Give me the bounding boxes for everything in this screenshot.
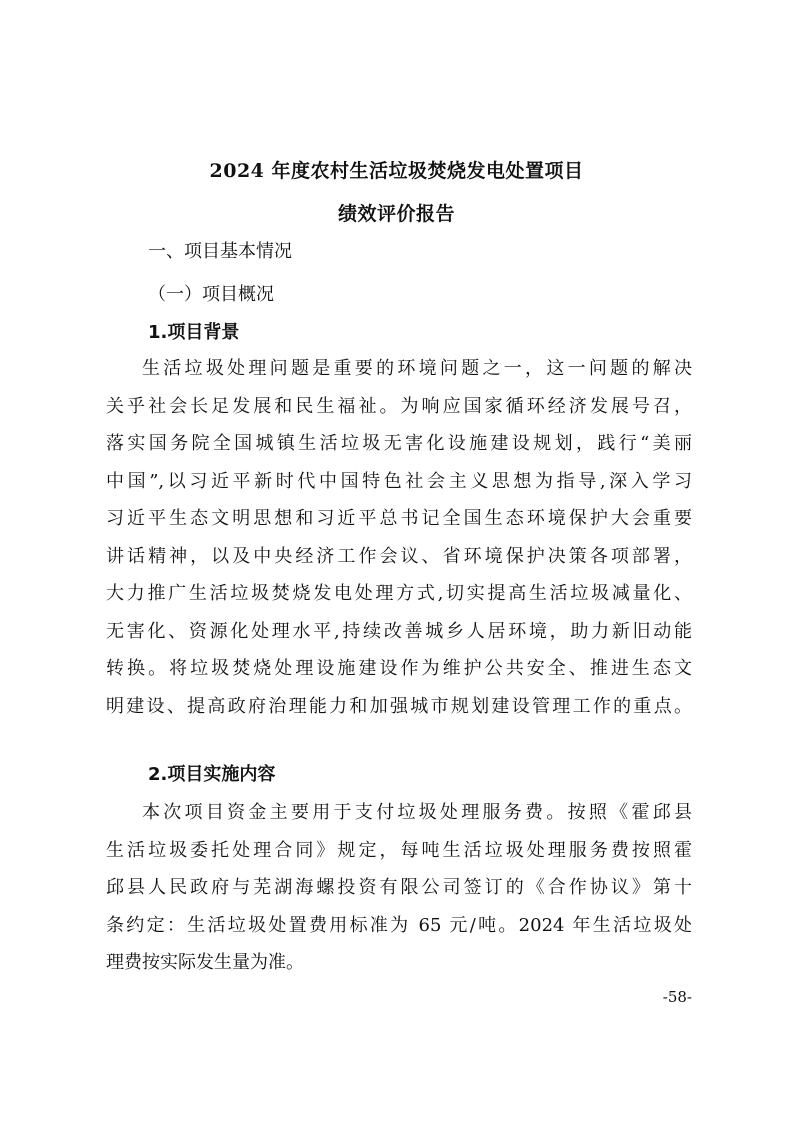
page-number: -58- xyxy=(662,988,692,1006)
paragraph-line: 生活垃圾委托处理合同》规定，每吨生活垃圾处理服务费按照霍 xyxy=(106,839,692,861)
paragraph-line: 邱县人民政府与芜湖海螺投资有限公司签订的《合作协议》第十 xyxy=(106,877,692,898)
paragraph-line: 讲话精神，以及中央经济工作会议、省环境保护决策各项部署， xyxy=(106,545,692,567)
paragraph-line: 无害化、资源化处理水平,持续改善城乡人居环境，助力新旧动能 xyxy=(106,620,692,642)
subsection-heading: （一）项目概况 xyxy=(148,284,274,305)
paragraph-line: 习近平生态文明思想和习近平总书记全国生态环境保护大会重要 xyxy=(106,508,692,529)
background-paragraph xyxy=(106,350,692,725)
paragraph-line: 本次项目资金主要用于支付垃圾处理服务费。按照《霍邱县 xyxy=(142,802,692,823)
report-title-line-2: 绩效评价报告 xyxy=(337,203,455,225)
paragraph-line: 中国”,以习近平新时代中国特色社会主义思想为指导,深入学习 xyxy=(106,470,692,492)
paragraph-line: 关乎社会长足发展和民生福祉。为响应国家循环经济发展号召， xyxy=(106,395,692,417)
paragraph-line: 理费按实际发生量为准。 xyxy=(106,952,304,973)
paragraph-line: 落实国务院全国城镇生活垃圾无害化设施建设规划，践行“美丽 xyxy=(106,433,692,454)
report-title-line-1: 2024 年度农村生活垃圾焚烧发电处置项目 xyxy=(209,160,584,182)
paragraph-line: 转换。将垃圾焚烧处理设施建设作为维护公共安全、推进生态文 xyxy=(106,658,692,679)
section-heading: 一、项目基本情况 xyxy=(148,241,292,262)
paragraph-line: 明建设、提高政府治理能力和加强城市规划建设管理工作的重点。 xyxy=(106,695,692,717)
implementation-paragraph xyxy=(106,794,692,982)
paragraph-line: 大力推广生活垃圾焚烧发电处理方式,切实提高生活垃圾减量化、 xyxy=(106,583,692,604)
item-heading-background: 1.项目背景 xyxy=(148,322,240,343)
item-heading-implementation: 2.项目实施内容 xyxy=(148,764,276,785)
paragraph-line: 条约定：生活垃圾处置费用标准为 65 元/吨。2024 年生活垃圾处 xyxy=(106,914,692,936)
paragraph-line: 生活垃圾处理问题是重要的环境问题之一，这一问题的解决 xyxy=(142,358,692,379)
